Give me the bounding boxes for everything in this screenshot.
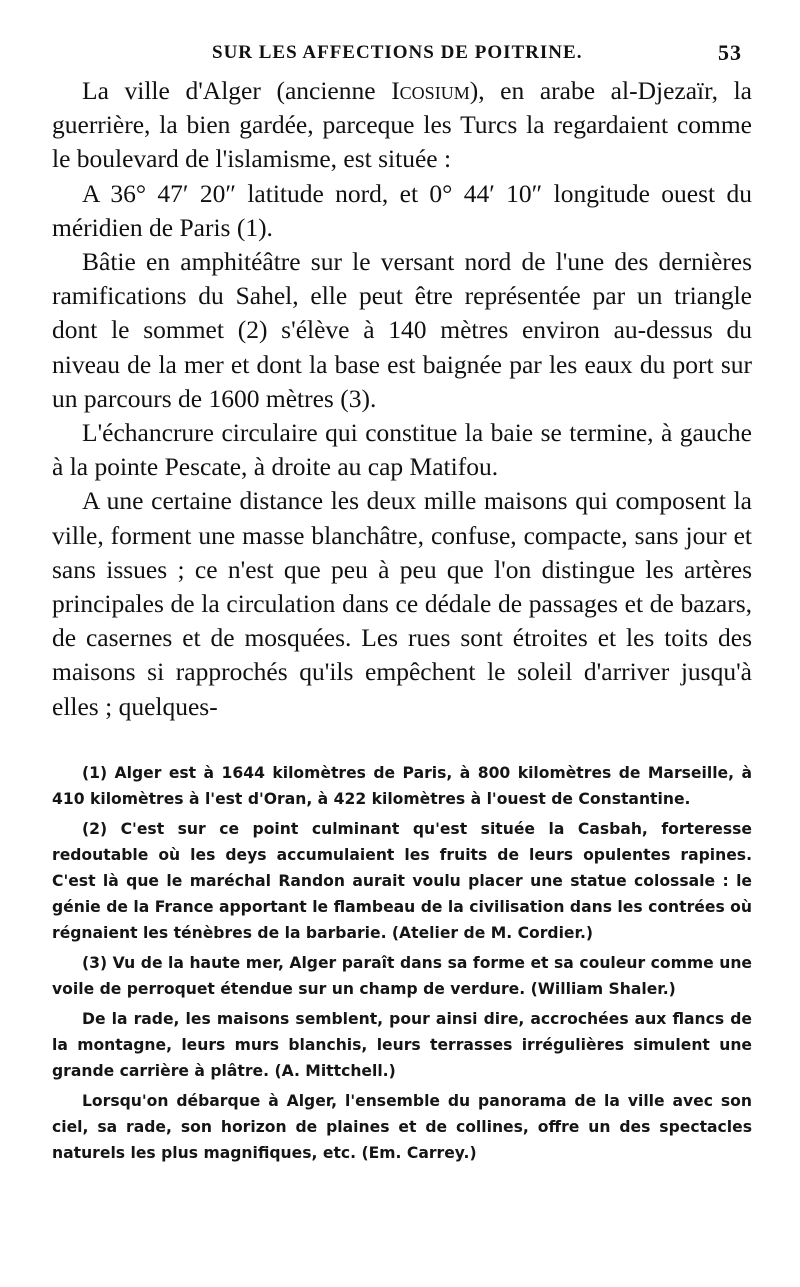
page-number: 53 — [718, 40, 742, 65]
footnote-quote-2: Lorsqu'on débarque à Alger, l'ensemble du panorama de la ville avec son ciel, sa rade, son horizon de plaines et de collines, offre un des spectacles naturels les plus magnifiques, etc. (Em. Carrey.) — [52, 1091, 752, 1162]
footnote-2: (2) C'est sur ce point culminant qu'est située la Casbah, forteresse redoutable où les deys accumulaient les fruits de leurs opulentes rapines. C'est là que le maréchal Randon aurait voulu placer une statue colossale : le génie de la France apportant le flambeau de la civilisation dans les contrées où régnaient les ténèbres de la barbarie. (Atelier de M. Cordier.) — [52, 819, 752, 942]
running-title: SUR LES AFFECTIONS DE POITRINE. — [212, 42, 583, 63]
running-header — [52, 40, 752, 74]
footnote-separator — [52, 724, 752, 760]
paragraph-3: Bâtie en amphitéâtre sur le versant nord de l'une des dernières ramifications du Sahel, elle peut être représentée par un triangle dont le sommet (2) s'élève à 140 mètres environ au-dessus du niveau de la mer et dont la base est baignée par les eaux du port sur un parcours de 1600 mètres (3). — [52, 247, 752, 413]
footnote-1: (1) Alger est à 1644 kilomètres de Paris, à 800 kilomètres de Marseille, à 410 kilomètres à l'est d'Oran, à 422 kilomètres à l'ouest de Constantine. — [52, 763, 752, 808]
paragraph-1-smallcaps: Icosium — [391, 76, 470, 105]
paragraph-4: L'échancrure circulaire qui constitue la baie se termine, à gauche à la pointe Pescate, à droite au cap Matifou. — [52, 418, 752, 482]
footnotes — [52, 760, 752, 1166]
footnote-quote-1: De la rade, les maisons semblent, pour ainsi dire, accrochées aux flancs de la montagne, leurs murs blanchis, leurs terrasses irrégulières simulent une grande carrière à plâtre. (A. Mittchell.) — [52, 1009, 752, 1080]
footnote-3: (3) Vu de la haute mer, Alger paraît dans sa forme et sa couleur comme une voile de perroquet étendue sur un champ de verdure. (William Shaler.) — [52, 953, 752, 998]
paragraph-1 — [52, 74, 752, 177]
paragraph-1-end: ), en arabe al-Djezaïr, la guerrière, la bien gardée, parceque les Turcs la regardaient comme le boulevard de l'islamisme, est située : — [52, 76, 752, 174]
paragraph-1-start: La ville d'Alger (ancienne — [82, 76, 392, 105]
main-text — [52, 74, 752, 724]
paragraph-5: A une certaine distance les deux mille maisons qui composent la ville, forment une masse blanchâtre, confuse, compacte, sans jour et sans issues ; ce n'est que peu à peu que l'on distingue les artères principales de la circulation dans ce dédale de passages et de bazars, de casernes et de mosquées. Les rues sont étroites et les toits des maisons si rapprochés qu'ils empêchent le soleil d'arriver jusqu'à elles ; quelques- — [52, 486, 752, 721]
paragraph-2: A 36° 47′ 20″ latitude nord, et 0° 44′ 10″ longitude ouest du méridien de Paris (1). — [52, 178, 752, 242]
